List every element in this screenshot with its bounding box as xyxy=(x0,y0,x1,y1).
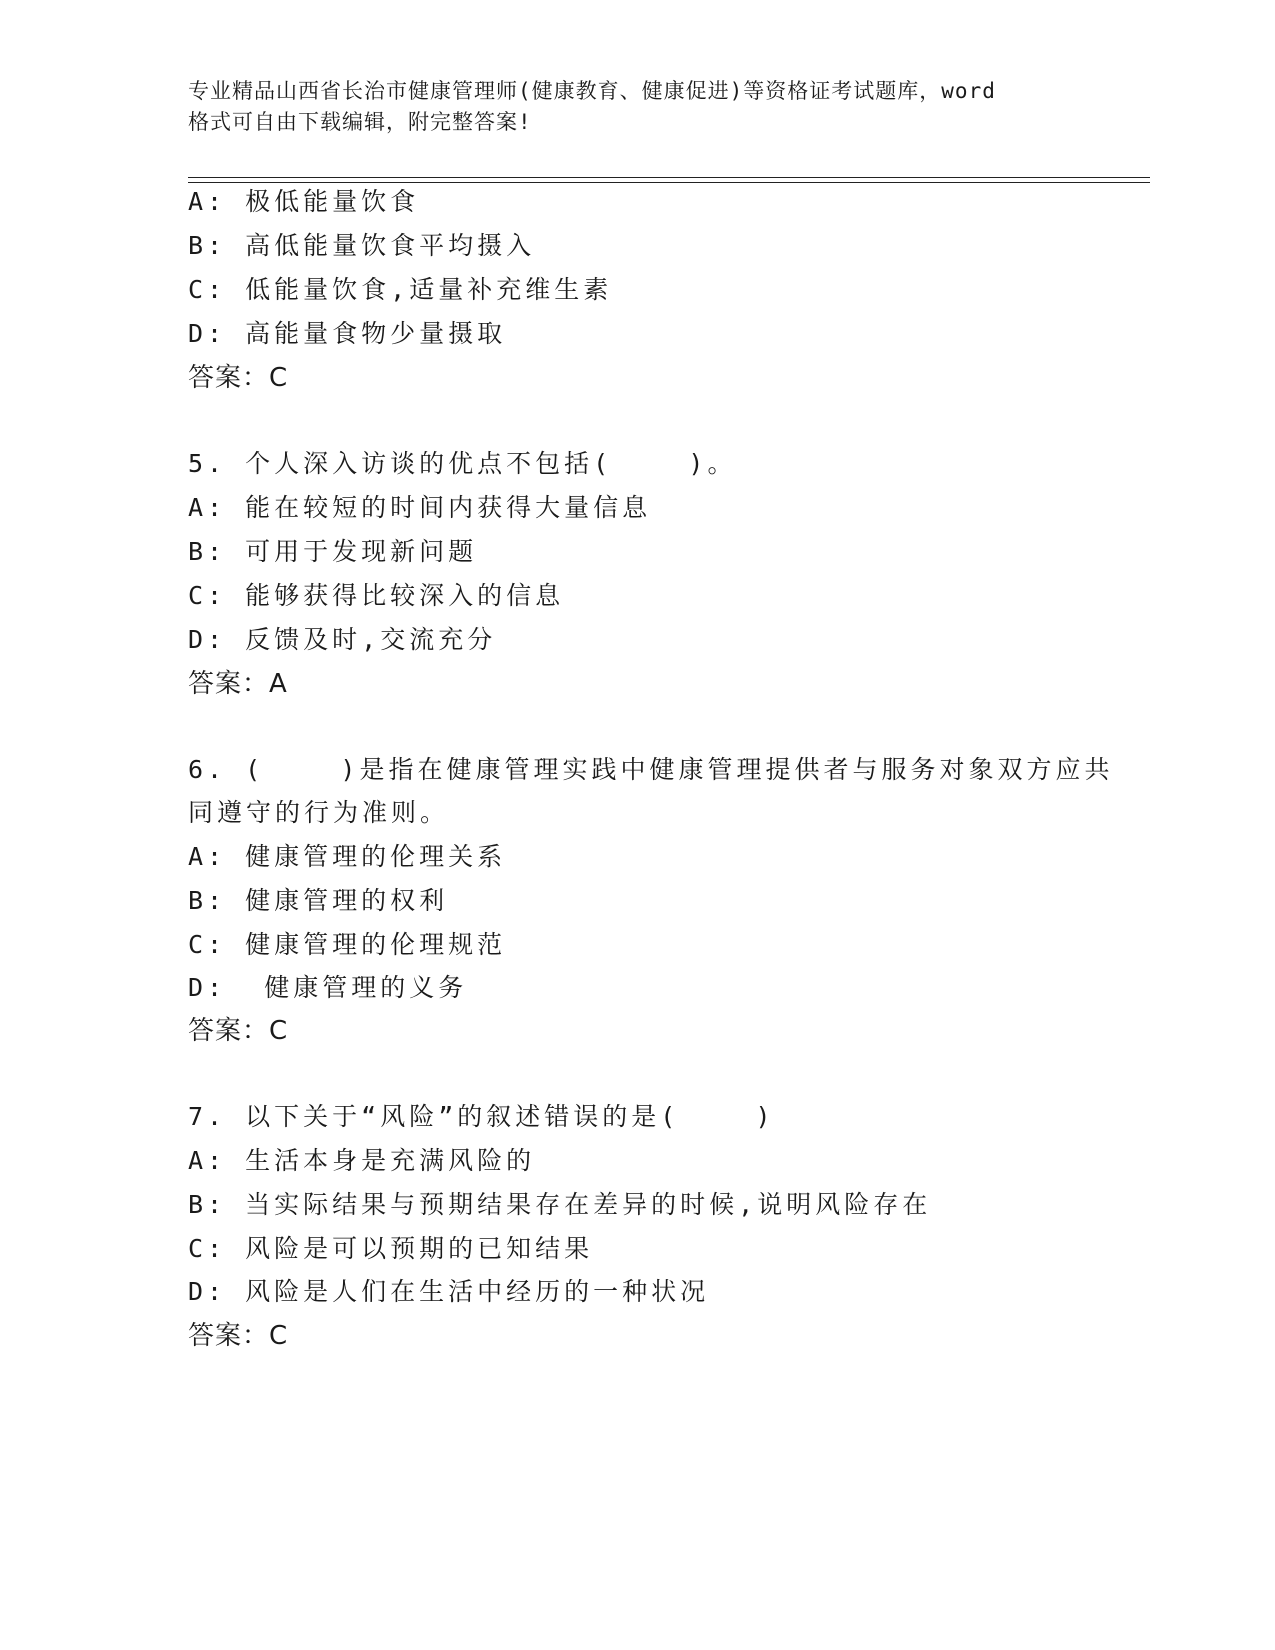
q7-option-b: B: 当实际结果与预期结果存在差异的时候,说明风险存在 xyxy=(188,1190,932,1219)
document-header xyxy=(188,76,1088,138)
q6-stem-line-1: 6. ( )是指在健康管理实践中健康管理提供者与服务对象双方应共 xyxy=(188,755,1114,784)
q7-answer: 答案：C xyxy=(188,1321,289,1351)
q7-option-d: D: 风险是人们在生活中经历的一种状况 xyxy=(188,1277,710,1306)
q6-option-d: D: 健康管理的义务 xyxy=(188,973,468,1002)
header-line-2: 格式可自由下载编辑，附完整答案! xyxy=(188,110,532,134)
q5-option-c: C: 能够获得比较深入的信息 xyxy=(188,581,565,610)
q4-option-b: B: 高低能量饮食平均摄入 xyxy=(188,231,536,260)
q6-option-c: C: 健康管理的伦理规范 xyxy=(188,930,507,959)
q6-option-a: A: 健康管理的伦理关系 xyxy=(188,842,507,871)
q5-option-b: B: 可用于发现新问题 xyxy=(188,537,478,566)
q4-answer: 答案：C xyxy=(188,363,289,393)
q6-stem-line-2: 同遵守的行为准则。 xyxy=(188,798,450,827)
q7-stem: 7. 以下关于“风险”的叙述错误的是( ) xyxy=(188,1102,775,1131)
header-line-1: 专业精品山西省长治市健康管理师(健康教育、健康促进)等资格证考试题库，word xyxy=(188,79,996,103)
q5-answer: 答案：A xyxy=(188,669,288,699)
q4-option-c: C: 低能量饮食,适量补充维生素 xyxy=(188,275,613,304)
q6-option-b: B: 健康管理的权利 xyxy=(188,886,449,915)
q4-option-a: A: 极低能量饮食 xyxy=(188,187,420,216)
q5-stem: 5. 个人深入访谈的优点不包括( )。 xyxy=(188,449,737,478)
q5-option-a: A: 能在较短的时间内获得大量信息 xyxy=(188,493,652,522)
q5-option-d: D: 反馈及时,交流充分 xyxy=(188,625,497,654)
q6-answer: 答案：C xyxy=(188,1016,289,1046)
header-divider xyxy=(188,177,1150,183)
q7-option-a: A: 生活本身是充满风险的 xyxy=(188,1146,536,1175)
q7-option-c: C: 风险是可以预期的已知结果 xyxy=(188,1234,594,1263)
q4-option-d: D: 高能量食物少量摄取 xyxy=(188,319,507,348)
